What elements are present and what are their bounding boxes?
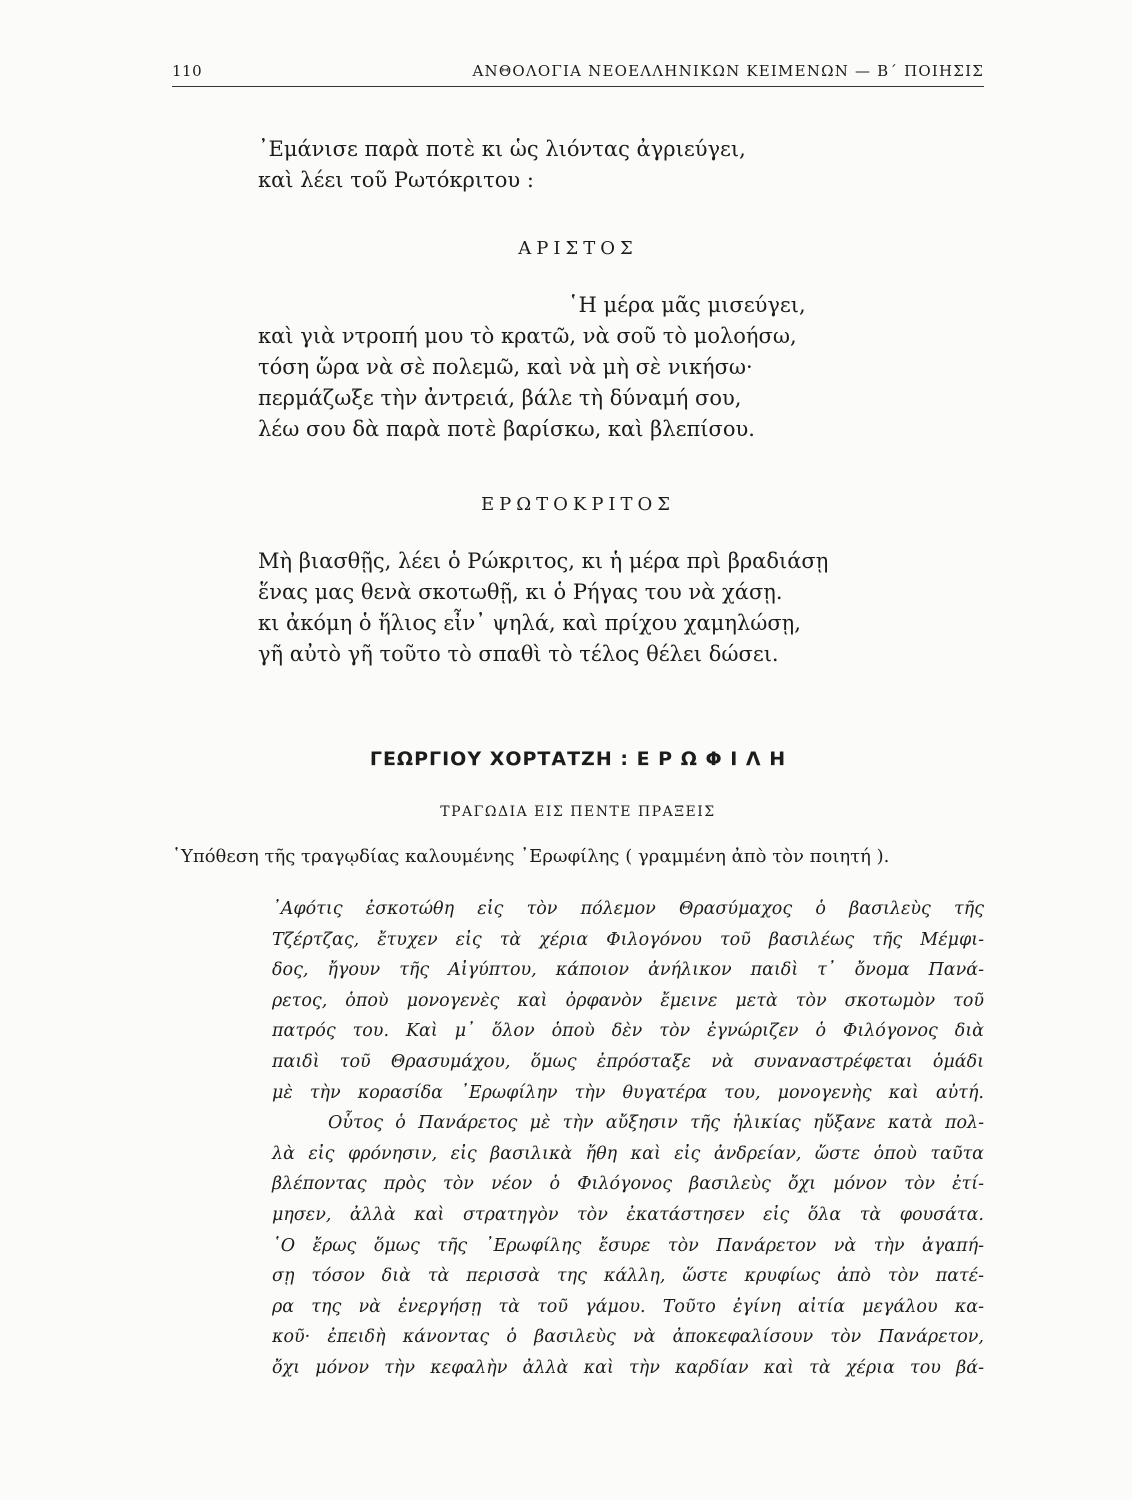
verse-line: καὶ λέει τοῦ Ρωτόκριτου : <box>258 168 534 192</box>
hypothesis-heading: ῾Υπόθεση τῆς τραγῳδίας καλουμένης ᾿Ερωφίλης ( γραμμένη ἀπὸ τὸν ποιητή ). <box>172 846 890 867</box>
prose-line: βλέποντας πρὸς τὸν νέον ὁ Φιλόγονος βασιλεὺς ὄχι μόνον τὸν ἐτί- <box>272 1174 984 1195</box>
speaker-aristos: ΑΡΙΣΤΟΣ <box>518 238 638 259</box>
section-title: ΓΕΩΡΓΙΟΥ ΧΟΡΤΑΤΖΗ : Ε Ρ Ω Φ Ι Λ Η <box>369 748 787 770</box>
running-title: ΑΝΘΟΛΟΓΙΑ ΝΕΟΕΛΛΗΝΙΚΩΝ ΚΕΙΜΕΝΩΝ — Β΄ ΠΟΙΗΣΙΣ <box>472 62 984 80</box>
verse-line: Μὴ βιασθῇς, λέει ὁ Ρώκριτος, κι ἡ μέρα πρὶ βραδιάσῃ <box>258 549 829 573</box>
verse-line: ᾿Εμάνισε παρὰ ποτὲ κι ὡς λιόντας ἀγριεύγει, <box>258 137 746 161</box>
prose-line: λὰ εἰς φρόνησιν, εἰς βασιλικὰ ἤθη καὶ εἰς ἀνδρείαν, ὥστε ὁποὺ ταῦτα <box>272 1143 984 1164</box>
intro-verse <box>258 134 746 196</box>
prose-line: μησεν, ἀλλὰ καὶ στρατηγὸν τὸν ἐκατάστησεν εἰς ὅλα τὰ φουσάτα. <box>272 1204 984 1225</box>
prose-line: ρα της νὰ ἐνεργήσῃ τὰ τοῦ γάμου. Τοῦτο ἐγίνη αἰτία μεγάλου κα- <box>272 1296 984 1317</box>
prose-line: σῃ τόσον διὰ τὰ περισσὰ της κάλλη, ὥστε κρυφίως ἀπὸ τὸν πατέ- <box>272 1266 984 1287</box>
erotokritos-verse <box>258 546 828 670</box>
verse-line: καὶ γιὰ ντροπή μου τὸ κρατῶ, νὰ σοῦ τὸ μολοήσω, <box>258 324 797 348</box>
speaker-erotokritos: ΕΡΩΤΟΚΡΙΤΟΣ <box>480 494 676 515</box>
verse-line: κι ἀκόμη ὁ ἥλιος εἶν᾿ ψηλά, καὶ πρίχου χαμηλώσῃ, <box>258 611 801 635</box>
prose-line: ρετος, ὁποὺ μονογενὲς καὶ ὀρφανὸν ἔμεινε μετὰ τὸν σκοτωμὸν τοῦ <box>272 990 984 1011</box>
prose-line: Τζέρτζας, ἔτυχεν εἰς τὰ χέρια Φιλογόνου τοῦ βασιλέως τῆς Μέμφι- <box>272 929 984 950</box>
section-subtitle: ΤΡΑΓΩΔΙΑ ΕΙΣ ΠΕΝΤΕ ΠΡΑΞΕΙΣ <box>440 804 716 820</box>
verse-line: ἕνας μας θενὰ σκοτωθῇ, κι ὁ Ρήγας του νὰ χάσῃ. <box>258 580 783 604</box>
prose-line: Οὗτος ὁ Πανάρετος μὲ τὴν αὔξησιν τῆς ἡλικίας ηὔξανε κατὰ πολ- <box>328 1113 984 1134</box>
prose-line: πατρός του. Καὶ μ᾿ ὅλον ὁποὺ δὲν τὸν ἐγνώριζεν ὁ Φιλόγονος διὰ <box>272 1021 984 1042</box>
prose-line: δος, ἤγουν τῆς Αἰγύπτου, κάποιον ἀνήλικον παιδὶ τ᾿ ὄνομα Πανά- <box>272 960 984 981</box>
prose-line: ῾Ο ἔρως ὅμως τῆς ᾿Ερωφίλης ἔσυρε τὸν Πανάρετον νὰ τὴν ἀγαπή- <box>272 1235 984 1256</box>
prose-line: ὄχι μόνον τὴν κεφαλὴν ἀλλὰ καὶ τὴν καρδίαν καὶ τὰ χέρια του βά- <box>272 1357 984 1378</box>
prose-body <box>272 894 984 1384</box>
verse-line: λέω σου δὰ παρὰ ποτὲ βαρίσκω, καὶ βλεπίσου. <box>258 417 755 441</box>
prose-line: παιδὶ τοῦ Θρασυμάχου, ὅμως ἐπρόσταξε νὰ συναναστρέφεται ὁμάδι <box>272 1051 984 1072</box>
page-number: 110 <box>172 62 203 80</box>
verse-line: τόση ὥρα νὰ σὲ πολεμῶ, καὶ νὰ μὴ σὲ νικήσω· <box>258 355 753 379</box>
running-header <box>172 62 984 87</box>
prose-line: μὲ τὴν κορασίδα ᾿Ερωφίλην τὴν θυγατέρα του, μονογενὴς καὶ αὐτή. <box>272 1082 984 1103</box>
prose-line: ᾿Αφότις ἐσκοτώθη εἰς τὸν πόλεμον Θρασύμαχος ὁ βασιλεὺς τῆς <box>272 899 984 919</box>
aristos-verse <box>258 290 806 445</box>
prose-line: κοῦ· ἐπειδὴ κάνοντας ὁ βασιλεὺς νὰ ἀποκεφαλίσουν τὸν Πανάρετον, <box>272 1327 984 1348</box>
verse-line: περμάζωξε τὴν ἀντρειά, βάλε τὴ δύναμή σου, <box>258 386 742 410</box>
verse-line: γῆ αὐτὸ γῆ τοῦτο τὸ σπαθὶ τὸ τέλος θέλει δώσει. <box>258 642 779 666</box>
verse-line: ῾Η μέρα μᾶς μισεύγει, <box>568 293 806 317</box>
